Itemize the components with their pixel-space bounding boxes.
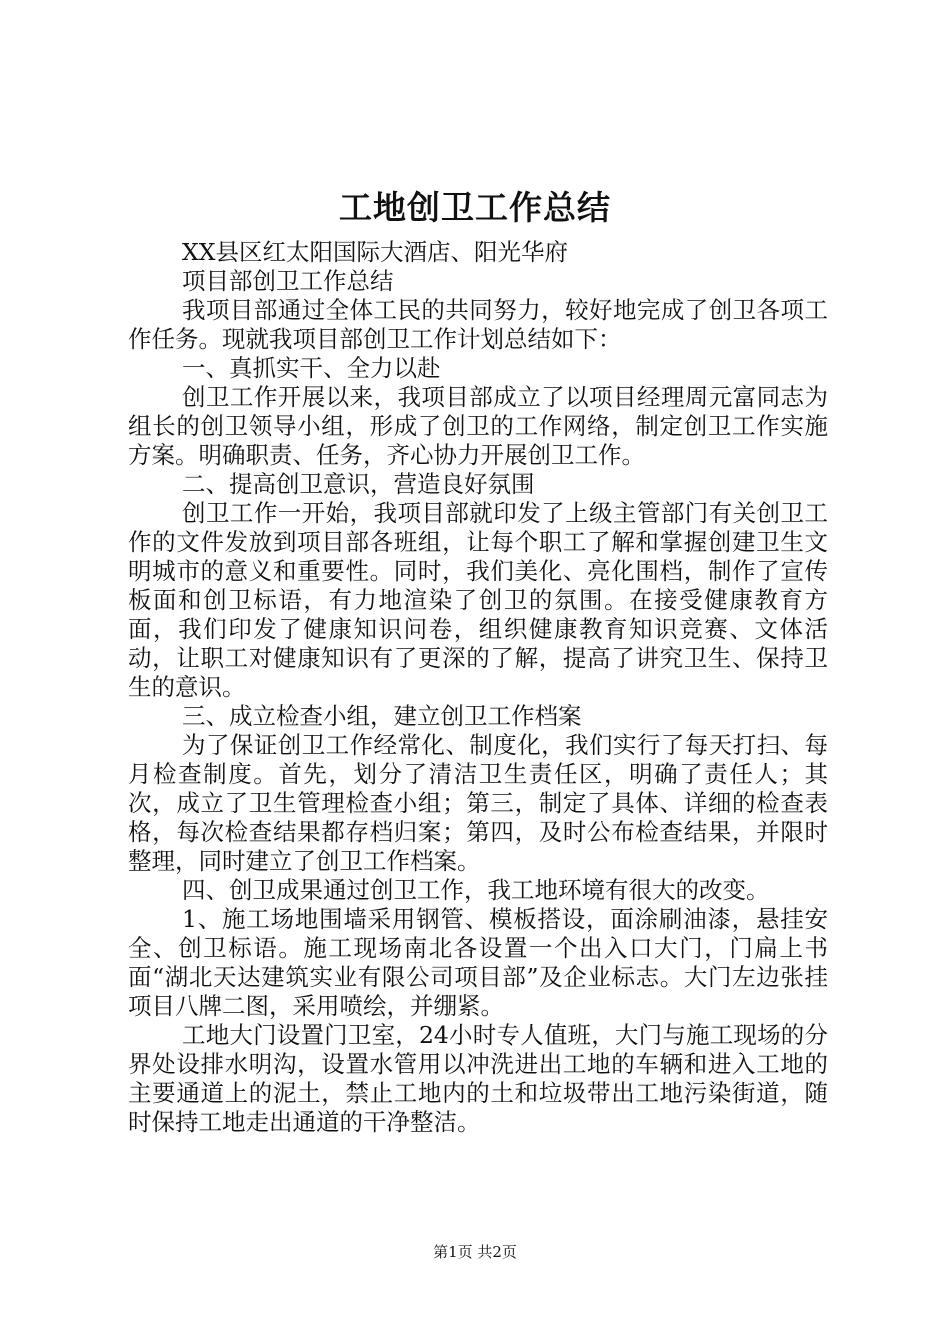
section-heading-1: 一、真抓实干、全力以赴	[182, 354, 441, 382]
document-title: 工地创卫工作总结	[339, 188, 611, 227]
section-4-item-1-paragraph: 1、施工场地围墙采用钢管、模板搭设，面涂刷油漆，悬挂安全、创卫标语。施工现场南北各设置一个出入口大门，门扁上书面“湖北天达建筑实业有限公司项目部”及企业标志。大门左边张挂项目八牌二图，采用喷绘，并绷紧。	[128, 905, 828, 1020]
report-subtitle-line: 项目部创卫工作总结	[182, 267, 394, 295]
page-number-footer: 第1页 共2页	[433, 1243, 517, 1261]
section-heading-2: 二、提高创卫意识，营造良好氛围	[182, 470, 535, 498]
project-name-line: XX县区红太阳国际大酒店、阳光华府	[182, 238, 568, 266]
section-2-paragraph: 创卫工作一开始，我项目部就印发了上级主管部门有关创卫工作的文件发放到项目部各班组，让每个职工了解和掌握创建卫生文明城市的意义和重要性。同时，我们美化、亮化围档，制作了宣传板面和创卫标语，有力地渲染了创卫的氛围。在接受健康教育方面，我们印发了健康知识问卷，组织健康教育知识竞赛、文体活动，让职工对健康知识有了更深的了解，提高了讲究卫生、保持卫生的意识。	[128, 499, 828, 701]
section-3-paragraph: 为了保证创卫工作经常化、制度化，我们实行了每天打扫、每月检查制度。首先，划分了清洁卫生责任区，明确了责任人；其次，成立了卫生管理检查小组；第三，制定了具体、详细的检查表格，每次检查结果都存档归案；第四，及时公布检查结果，并限时整理，同时建立了创卫工作档案。	[128, 731, 828, 875]
intro-paragraph: 我项目部通过全体工民的共同努力，较好地完成了创卫各项工作任务。现就我项目部创卫工作计划总结如下：	[128, 296, 828, 353]
section-4-gate-paragraph: 工地大门设置门卫室，24小时专人值班，大门与施工现场的分界处设排水明沟，设置水管用以冲洗进出工地的车辆和进入工地的主要通道上的泥土，禁止工地内的土和垃圾带出工地污染街道，随时保持工地走出通道的干净整洁。	[128, 1021, 828, 1136]
section-1-paragraph: 创卫工作开展以来，我项目部成立了以项目经理周元富同志为组长的创卫领导小组，形成了创卫的工作网络，制定创卫工作实施方案。明确职责、任务，齐心协力开展创卫工作。	[128, 383, 828, 469]
document-body	[128, 238, 828, 1137]
section-heading-4: 四、创卫成果通过创卫工作，我工地环境有很大的改变。	[182, 876, 770, 904]
section-heading-3: 三、成立检查小组，建立创卫工作档案	[182, 702, 582, 730]
